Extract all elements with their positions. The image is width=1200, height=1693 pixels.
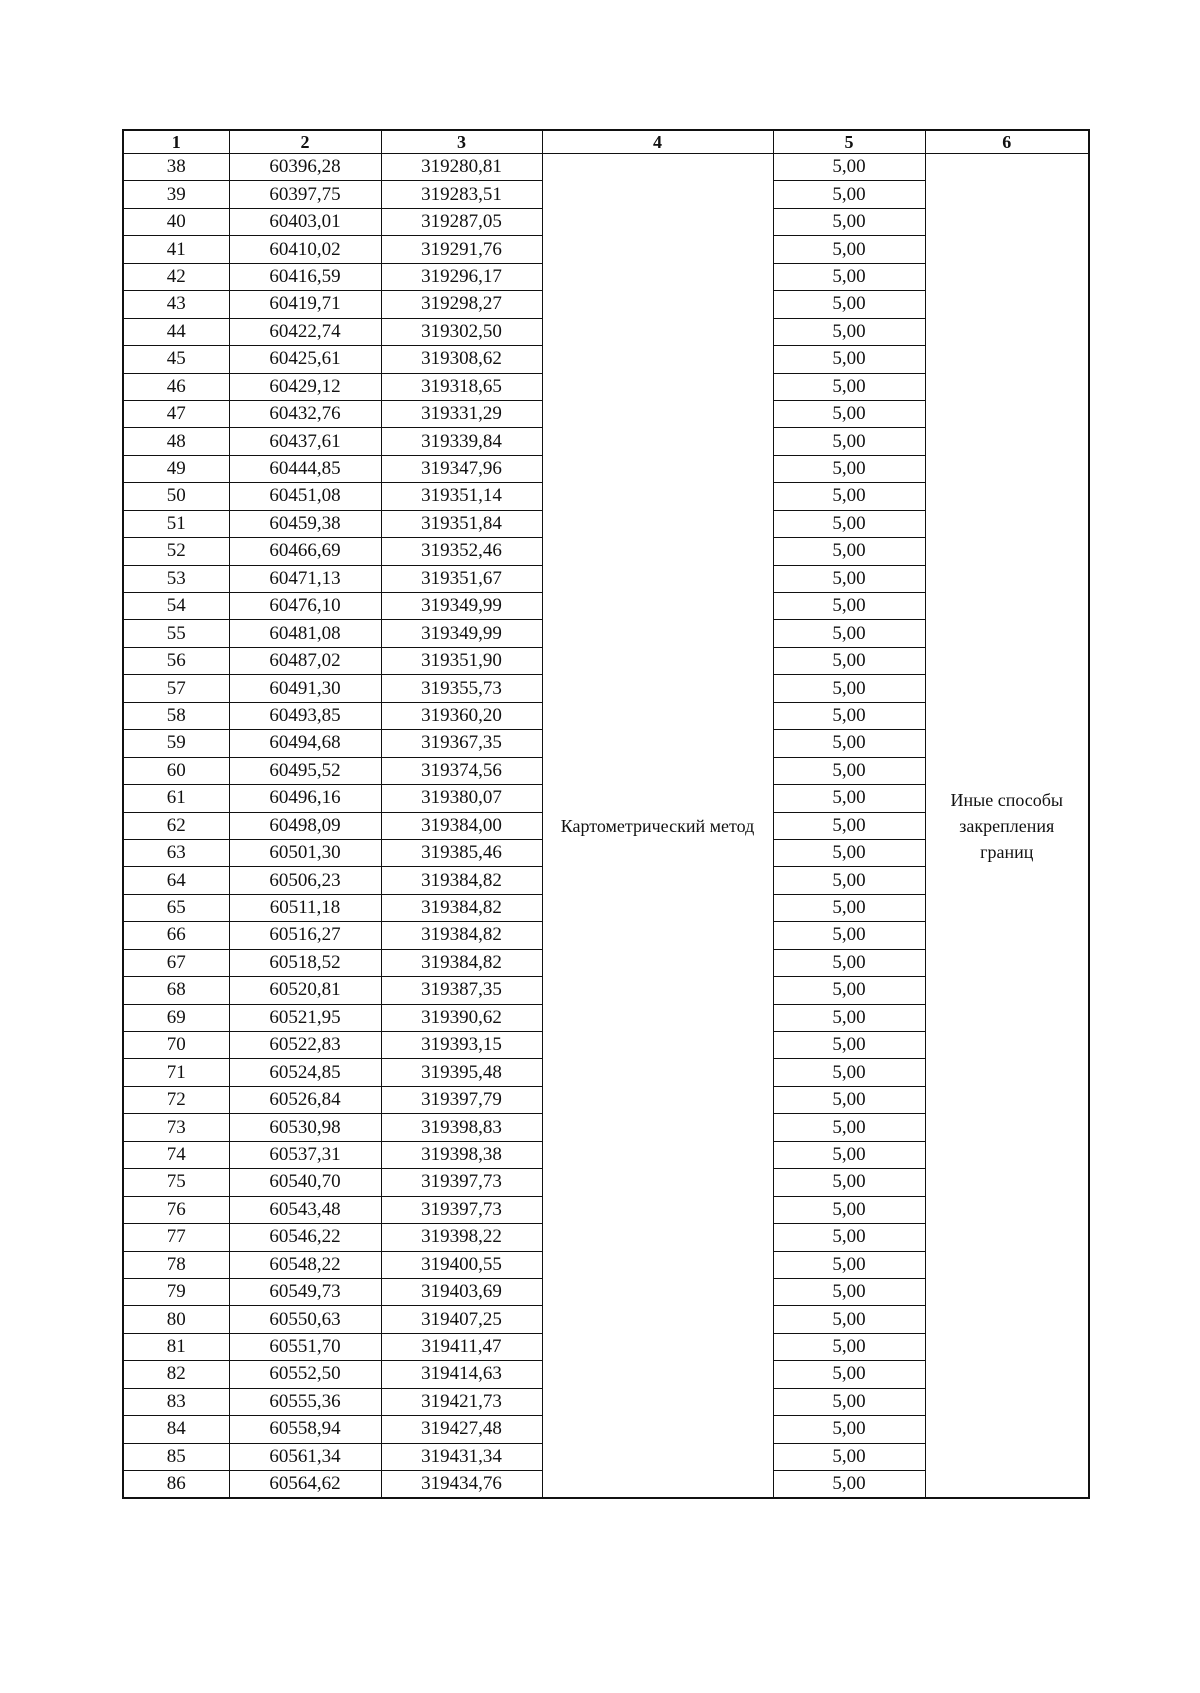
- coordinate-y-cell: 319403,69: [381, 1278, 542, 1305]
- point-number-cell: 64: [123, 867, 229, 894]
- point-number-cell: 41: [123, 236, 229, 263]
- coordinate-x-cell: 60471,13: [229, 565, 381, 592]
- coordinate-x-cell: 60524,85: [229, 1059, 381, 1086]
- accuracy-cell: 5,00: [773, 1196, 925, 1223]
- coordinate-y-cell: 319331,29: [381, 400, 542, 427]
- accuracy-cell: 5,00: [773, 1471, 925, 1499]
- coordinate-x-cell: 60498,09: [229, 812, 381, 839]
- accuracy-cell: 5,00: [773, 1306, 925, 1333]
- coordinate-y-cell: 319318,65: [381, 373, 542, 400]
- coordinate-y-cell: 319427,48: [381, 1416, 542, 1443]
- coordinate-x-cell: 60403,01: [229, 208, 381, 235]
- accuracy-cell: 5,00: [773, 483, 925, 510]
- accuracy-cell: 5,00: [773, 1032, 925, 1059]
- point-number-cell: 61: [123, 785, 229, 812]
- point-number-cell: 73: [123, 1114, 229, 1141]
- point-number-cell: 82: [123, 1361, 229, 1388]
- coordinate-x-cell: 60548,22: [229, 1251, 381, 1278]
- coordinate-y-cell: 319384,82: [381, 894, 542, 921]
- point-number-cell: 55: [123, 620, 229, 647]
- point-number-cell: 46: [123, 373, 229, 400]
- accuracy-cell: 5,00: [773, 647, 925, 674]
- coordinate-x-cell: 60543,48: [229, 1196, 381, 1223]
- point-number-cell: 40: [123, 208, 229, 235]
- point-number-cell: 83: [123, 1388, 229, 1415]
- coordinate-x-cell: 60540,70: [229, 1169, 381, 1196]
- coordinate-y-cell: 319393,15: [381, 1032, 542, 1059]
- accuracy-cell: 5,00: [773, 620, 925, 647]
- coordinate-x-cell: 60511,18: [229, 894, 381, 921]
- coordinate-y-cell: 319291,76: [381, 236, 542, 263]
- point-number-cell: 59: [123, 730, 229, 757]
- accuracy-cell: 5,00: [773, 510, 925, 537]
- point-number-cell: 80: [123, 1306, 229, 1333]
- accuracy-cell: 5,00: [773, 702, 925, 729]
- coordinate-x-cell: 60522,83: [229, 1032, 381, 1059]
- coordinate-x-cell: 60551,70: [229, 1333, 381, 1360]
- coordinate-y-cell: 319351,90: [381, 647, 542, 674]
- coordinate-y-cell: 319339,84: [381, 428, 542, 455]
- coordinate-x-cell: 60487,02: [229, 647, 381, 674]
- accuracy-cell: 5,00: [773, 291, 925, 318]
- coordinate-x-cell: 60422,74: [229, 318, 381, 345]
- coordinate-x-cell: 60419,71: [229, 291, 381, 318]
- accuracy-cell: 5,00: [773, 538, 925, 565]
- point-number-cell: 43: [123, 291, 229, 318]
- point-number-cell: 58: [123, 702, 229, 729]
- coordinate-y-cell: 319398,38: [381, 1141, 542, 1168]
- accuracy-cell: 5,00: [773, 785, 925, 812]
- point-number-cell: 79: [123, 1278, 229, 1305]
- point-number-cell: 50: [123, 483, 229, 510]
- coordinate-x-cell: 60476,10: [229, 593, 381, 620]
- header-col-5: 5: [773, 130, 925, 154]
- coordinate-x-cell: 60549,73: [229, 1278, 381, 1305]
- table-row: [123, 154, 1089, 181]
- coordinate-x-cell: 60432,76: [229, 400, 381, 427]
- coordinate-x-cell: 60555,36: [229, 1388, 381, 1415]
- accuracy-cell: 5,00: [773, 373, 925, 400]
- coordinate-y-cell: 319397,79: [381, 1086, 542, 1113]
- coordinate-x-cell: 60546,22: [229, 1224, 381, 1251]
- coordinate-x-cell: 60537,31: [229, 1141, 381, 1168]
- coordinate-x-cell: 60451,08: [229, 483, 381, 510]
- coordinate-y-cell: 319347,96: [381, 455, 542, 482]
- coordinate-y-cell: 319374,56: [381, 757, 542, 784]
- accuracy-cell: 5,00: [773, 400, 925, 427]
- point-number-cell: 85: [123, 1443, 229, 1470]
- accuracy-cell: 5,00: [773, 1361, 925, 1388]
- point-number-cell: 65: [123, 894, 229, 921]
- coordinate-x-cell: 60561,34: [229, 1443, 381, 1470]
- accuracy-cell: 5,00: [773, 1114, 925, 1141]
- point-number-cell: 70: [123, 1032, 229, 1059]
- coordinate-x-cell: 60481,08: [229, 620, 381, 647]
- point-number-cell: 48: [123, 428, 229, 455]
- header-col-4: 4: [542, 130, 773, 154]
- coordinate-y-cell: 319398,22: [381, 1224, 542, 1251]
- header-row: [123, 130, 1089, 154]
- coordinate-x-cell: 60437,61: [229, 428, 381, 455]
- accuracy-cell: 5,00: [773, 565, 925, 592]
- coordinate-y-cell: 319387,35: [381, 977, 542, 1004]
- header-col-3: 3: [381, 130, 542, 154]
- accuracy-cell: 5,00: [773, 1224, 925, 1251]
- accuracy-cell: 5,00: [773, 1278, 925, 1305]
- coordinates-table: [122, 129, 1090, 1499]
- header-col-6: 6: [925, 130, 1089, 154]
- accuracy-cell: 5,00: [773, 318, 925, 345]
- point-number-cell: 63: [123, 839, 229, 866]
- accuracy-cell: 5,00: [773, 263, 925, 290]
- point-number-cell: 60: [123, 757, 229, 784]
- point-number-cell: 72: [123, 1086, 229, 1113]
- accuracy-cell: 5,00: [773, 1251, 925, 1278]
- coordinate-y-cell: 319283,51: [381, 181, 542, 208]
- accuracy-cell: 5,00: [773, 181, 925, 208]
- point-number-cell: 53: [123, 565, 229, 592]
- point-number-cell: 77: [123, 1224, 229, 1251]
- coordinate-x-cell: 60459,38: [229, 510, 381, 537]
- point-number-cell: 57: [123, 675, 229, 702]
- point-number-cell: 45: [123, 346, 229, 373]
- table-header: [123, 130, 1089, 154]
- point-number-cell: 38: [123, 154, 229, 181]
- point-number-cell: 76: [123, 1196, 229, 1223]
- coordinate-y-cell: 319398,83: [381, 1114, 542, 1141]
- accuracy-cell: 5,00: [773, 593, 925, 620]
- coordinate-y-cell: 319384,82: [381, 867, 542, 894]
- coordinate-y-cell: 319360,20: [381, 702, 542, 729]
- header-col-1: 1: [123, 130, 229, 154]
- accuracy-cell: 5,00: [773, 977, 925, 1004]
- coordinate-x-cell: 60518,52: [229, 949, 381, 976]
- accuracy-cell: 5,00: [773, 208, 925, 235]
- point-number-cell: 74: [123, 1141, 229, 1168]
- coordinate-x-cell: 60491,30: [229, 675, 381, 702]
- coordinate-y-cell: 319298,27: [381, 291, 542, 318]
- coordinate-x-cell: 60506,23: [229, 867, 381, 894]
- coordinate-y-cell: 319414,63: [381, 1361, 542, 1388]
- accuracy-cell: 5,00: [773, 675, 925, 702]
- coordinate-y-cell: 319384,82: [381, 922, 542, 949]
- accuracy-cell: 5,00: [773, 922, 925, 949]
- accuracy-cell: 5,00: [773, 236, 925, 263]
- accuracy-cell: 5,00: [773, 894, 925, 921]
- coordinate-x-cell: 60516,27: [229, 922, 381, 949]
- point-number-cell: 49: [123, 455, 229, 482]
- point-number-cell: 62: [123, 812, 229, 839]
- accuracy-cell: 5,00: [773, 1086, 925, 1113]
- accuracy-cell: 5,00: [773, 1141, 925, 1168]
- point-number-cell: 71: [123, 1059, 229, 1086]
- point-number-cell: 42: [123, 263, 229, 290]
- coordinate-x-cell: 60410,02: [229, 236, 381, 263]
- coordinate-y-cell: 319308,62: [381, 346, 542, 373]
- coordinate-y-cell: 319400,55: [381, 1251, 542, 1278]
- coordinate-y-cell: 319384,00: [381, 812, 542, 839]
- accuracy-cell: 5,00: [773, 346, 925, 373]
- coordinate-y-cell: 319431,34: [381, 1443, 542, 1470]
- coordinate-x-cell: 60494,68: [229, 730, 381, 757]
- point-number-cell: 75: [123, 1169, 229, 1196]
- coordinate-x-cell: 60530,98: [229, 1114, 381, 1141]
- coordinate-x-cell: 60397,75: [229, 181, 381, 208]
- coordinate-y-cell: 319397,73: [381, 1196, 542, 1223]
- method-cell: Картометрический метод: [542, 154, 773, 1499]
- accuracy-cell: 5,00: [773, 154, 925, 181]
- point-number-cell: 56: [123, 647, 229, 674]
- coordinate-y-cell: 319351,84: [381, 510, 542, 537]
- accuracy-cell: 5,00: [773, 428, 925, 455]
- coordinate-x-cell: 60416,59: [229, 263, 381, 290]
- accuracy-cell: 5,00: [773, 1059, 925, 1086]
- coordinate-x-cell: 60550,63: [229, 1306, 381, 1333]
- accuracy-cell: 5,00: [773, 1388, 925, 1415]
- coordinate-x-cell: 60520,81: [229, 977, 381, 1004]
- coordinate-y-cell: 319355,73: [381, 675, 542, 702]
- coordinate-x-cell: 60396,28: [229, 154, 381, 181]
- coordinate-y-cell: 319407,25: [381, 1306, 542, 1333]
- coordinate-y-cell: 319380,07: [381, 785, 542, 812]
- coordinate-x-cell: 60429,12: [229, 373, 381, 400]
- coordinate-x-cell: 60425,61: [229, 346, 381, 373]
- coordinate-y-cell: 319397,73: [381, 1169, 542, 1196]
- coordinate-y-cell: 319280,81: [381, 154, 542, 181]
- accuracy-cell: 5,00: [773, 839, 925, 866]
- coordinate-y-cell: 319349,99: [381, 620, 542, 647]
- fixing-method-cell: Иные способы закрепления границ: [925, 154, 1089, 1499]
- coordinate-x-cell: 60552,50: [229, 1361, 381, 1388]
- accuracy-cell: 5,00: [773, 757, 925, 784]
- coordinate-x-cell: 60564,62: [229, 1471, 381, 1499]
- coordinate-y-cell: 319434,76: [381, 1471, 542, 1499]
- accuracy-cell: 5,00: [773, 1004, 925, 1031]
- coordinate-x-cell: 60444,85: [229, 455, 381, 482]
- point-number-cell: 54: [123, 593, 229, 620]
- coordinate-y-cell: 319395,48: [381, 1059, 542, 1086]
- point-number-cell: 51: [123, 510, 229, 537]
- point-number-cell: 69: [123, 1004, 229, 1031]
- coordinate-y-cell: 319411,47: [381, 1333, 542, 1360]
- coordinate-y-cell: 319352,46: [381, 538, 542, 565]
- point-number-cell: 66: [123, 922, 229, 949]
- point-number-cell: 39: [123, 181, 229, 208]
- point-number-cell: 84: [123, 1416, 229, 1443]
- coordinate-y-cell: 319296,17: [381, 263, 542, 290]
- coordinate-y-cell: 319367,35: [381, 730, 542, 757]
- point-number-cell: 44: [123, 318, 229, 345]
- header-col-2: 2: [229, 130, 381, 154]
- accuracy-cell: 5,00: [773, 812, 925, 839]
- coordinate-y-cell: 319421,73: [381, 1388, 542, 1415]
- coordinate-x-cell: 60526,84: [229, 1086, 381, 1113]
- coordinate-y-cell: 319302,50: [381, 318, 542, 345]
- coordinate-x-cell: 60495,52: [229, 757, 381, 784]
- accuracy-cell: 5,00: [773, 1169, 925, 1196]
- table-body: [123, 154, 1089, 1499]
- point-number-cell: 78: [123, 1251, 229, 1278]
- coordinate-x-cell: 60493,85: [229, 702, 381, 729]
- point-number-cell: 47: [123, 400, 229, 427]
- accuracy-cell: 5,00: [773, 455, 925, 482]
- coordinate-x-cell: 60521,95: [229, 1004, 381, 1031]
- coordinate-y-cell: 319385,46: [381, 839, 542, 866]
- point-number-cell: 86: [123, 1471, 229, 1499]
- coordinate-x-cell: 60558,94: [229, 1416, 381, 1443]
- coordinate-y-cell: 319351,14: [381, 483, 542, 510]
- coordinate-x-cell: 60466,69: [229, 538, 381, 565]
- point-number-cell: 52: [123, 538, 229, 565]
- coordinate-y-cell: 319390,62: [381, 1004, 542, 1031]
- accuracy-cell: 5,00: [773, 949, 925, 976]
- coordinate-y-cell: 319384,82: [381, 949, 542, 976]
- accuracy-cell: 5,00: [773, 1443, 925, 1470]
- point-number-cell: 68: [123, 977, 229, 1004]
- point-number-cell: 81: [123, 1333, 229, 1360]
- accuracy-cell: 5,00: [773, 867, 925, 894]
- coordinate-y-cell: 319287,05: [381, 208, 542, 235]
- coordinate-x-cell: 60496,16: [229, 785, 381, 812]
- coordinate-y-cell: 319349,99: [381, 593, 542, 620]
- accuracy-cell: 5,00: [773, 1333, 925, 1360]
- accuracy-cell: 5,00: [773, 730, 925, 757]
- coordinate-y-cell: 319351,67: [381, 565, 542, 592]
- coordinate-x-cell: 60501,30: [229, 839, 381, 866]
- point-number-cell: 67: [123, 949, 229, 976]
- accuracy-cell: 5,00: [773, 1416, 925, 1443]
